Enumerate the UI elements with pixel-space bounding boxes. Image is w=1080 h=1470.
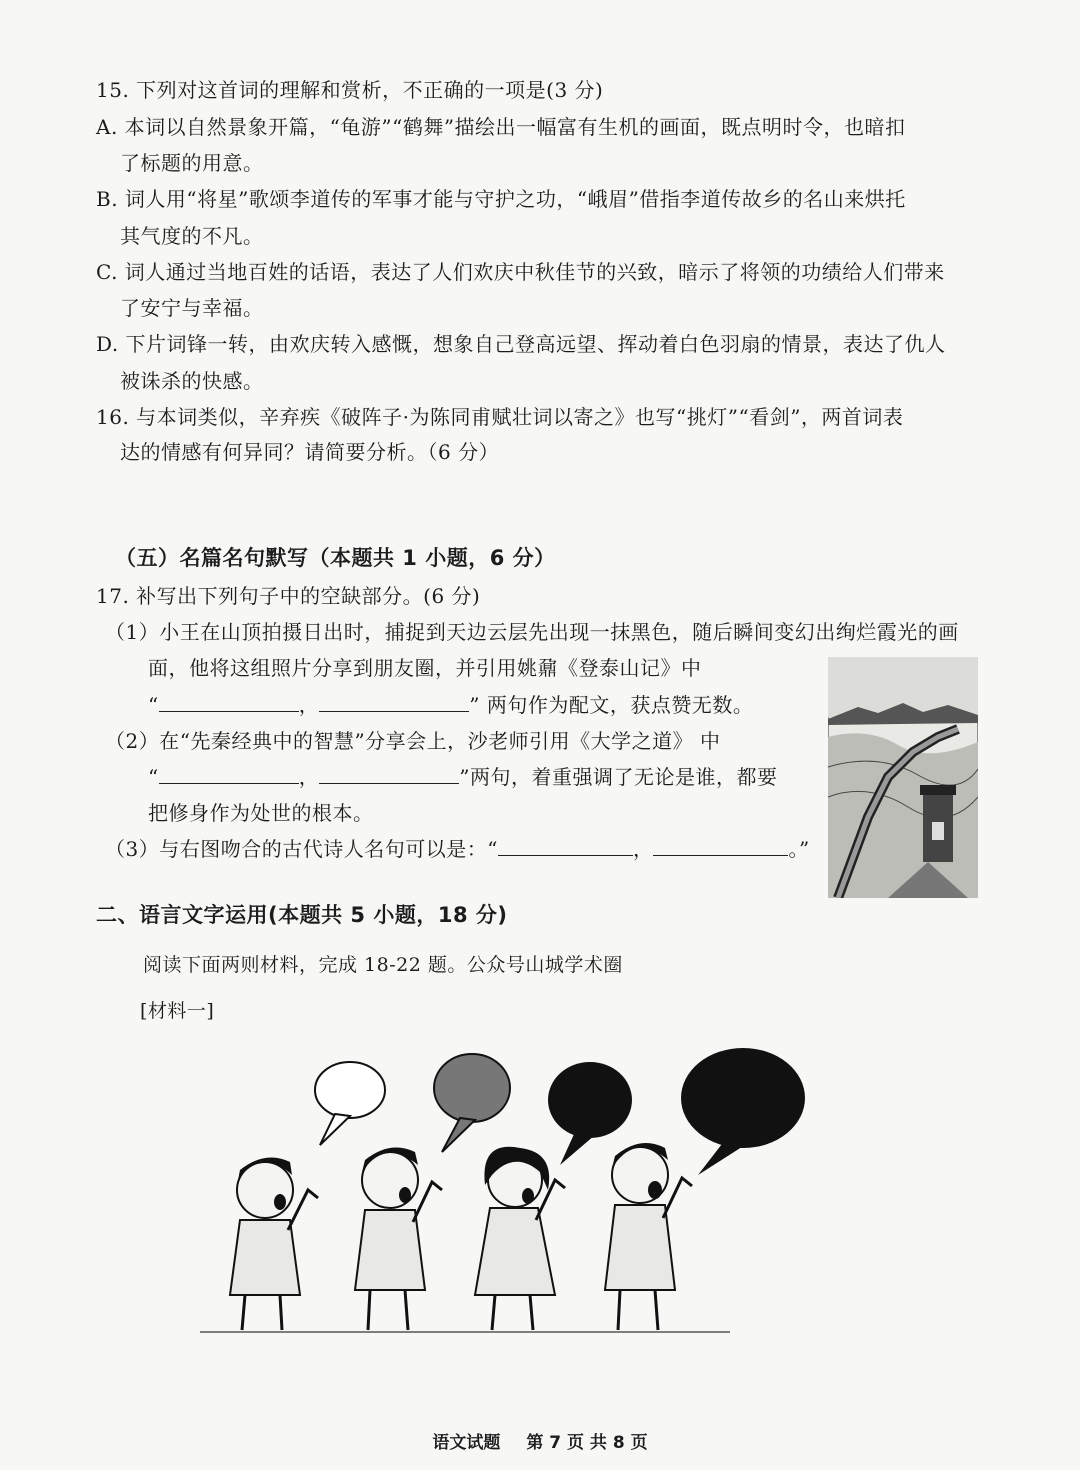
item-1-line2: 面，他将这组照片分享到朋友圈，并引用姚鼐《登泰山记》中 [148,656,702,680]
option-b-line1: B. 词人用“将星”歌颂李道传的军事才能与守护之功，“峨眉”借指李道传故乡的名山来烘托 [96,187,906,211]
question-17-stem: 17. 补写出下列句子中的空缺部分。(6 分) [96,584,481,608]
question-16-line2: 达的情感有何异同？请简要分析。（6 分） [120,440,500,464]
item-1-line1: （1）小王在山顶拍摄日出时，捕捉到天边云层先出现一抹黑色，随后瞬间变幻出绚烂霞光的画 [105,620,959,644]
comma: ， [298,765,320,789]
option-a-line1: A. 本词以自然景象开篇，“龟游”“鹤舞”描绘出一幅富有生机的画面，既点明时令，也暗扣 [96,115,906,139]
item-2-line3: 把修身作为处世的根本。 [148,801,374,825]
question-15-stem: 15. 下列对这首词的理解和赏析，不正确的一项是(3 分) [96,78,604,102]
close-text: ”两句，着重强调了无论是谁，都要 [459,765,778,789]
close-text: 。” [788,837,810,861]
footer-subject: 语文试题 [432,1433,501,1453]
section-2-title: 二、语言文字运用(本题共 5 小题，18 分) [96,903,508,927]
footer-page-number: 第 7 页 共 8 页 [526,1433,648,1453]
item-2-line2 [148,762,777,792]
section-5-title: （五）名篇名句默写（本题共 1 小题，6 分） [115,546,556,570]
answer-blank-1a[interactable] [159,691,299,712]
close-text: ” 两句作为配文，获点赞无数。 [469,693,754,717]
item-3-line [105,834,810,864]
answer-blank-3a[interactable] [498,835,633,856]
option-c-line1: C. 词人通过当地百姓的话语，表达了人们欢庆中秋佳节的兴致，暗示了将领的功绩给人们带来 [96,260,945,284]
option-c-line2: 了安宁与幸福。 [120,296,264,320]
material-1-label: [材料一] [140,1000,215,1022]
item-3-prefix: （3）与右图吻合的古代诗人名句可以是：“ [105,837,498,861]
open-quote: “ [148,693,159,717]
question-16-line1: 16. 与本词类似，辛弃疾《破阵子·为陈同甫赋壮词以寄之》也写“挑灯”“看剑”，两首词表 [96,405,904,429]
reading-instruction: 阅读下面两则材料，完成 18-22 题。公众号山城学术圈 [143,954,623,976]
item-1-line3 [148,690,753,720]
item-2-line1: （2）在“先秦经典中的智慧”分享会上，沙老师引用《大学之道》 中 [105,729,721,753]
option-d-line2: 被诛杀的快感。 [120,369,264,393]
comma: ， [632,837,654,861]
option-b-line2: 其气度的不凡。 [120,224,264,248]
answer-blank-3b[interactable] [653,835,788,856]
option-d-line1: D. 下片词锋一转，由欢庆转入感慨，想象自己登高远望、挥动着白色羽扇的情景，表达了仇人 [96,332,946,356]
page-footer [0,1428,1080,1453]
answer-blank-1b[interactable] [319,691,469,712]
shouting-people-cartoon [170,1040,840,1340]
answer-blank-2a[interactable] [159,763,299,784]
comma: ， [298,693,320,717]
answer-blank-2b[interactable] [319,763,459,784]
great-wall-illustration [828,657,978,898]
option-a-line2: 了标题的用意。 [120,151,264,175]
open-quote: “ [148,765,159,789]
